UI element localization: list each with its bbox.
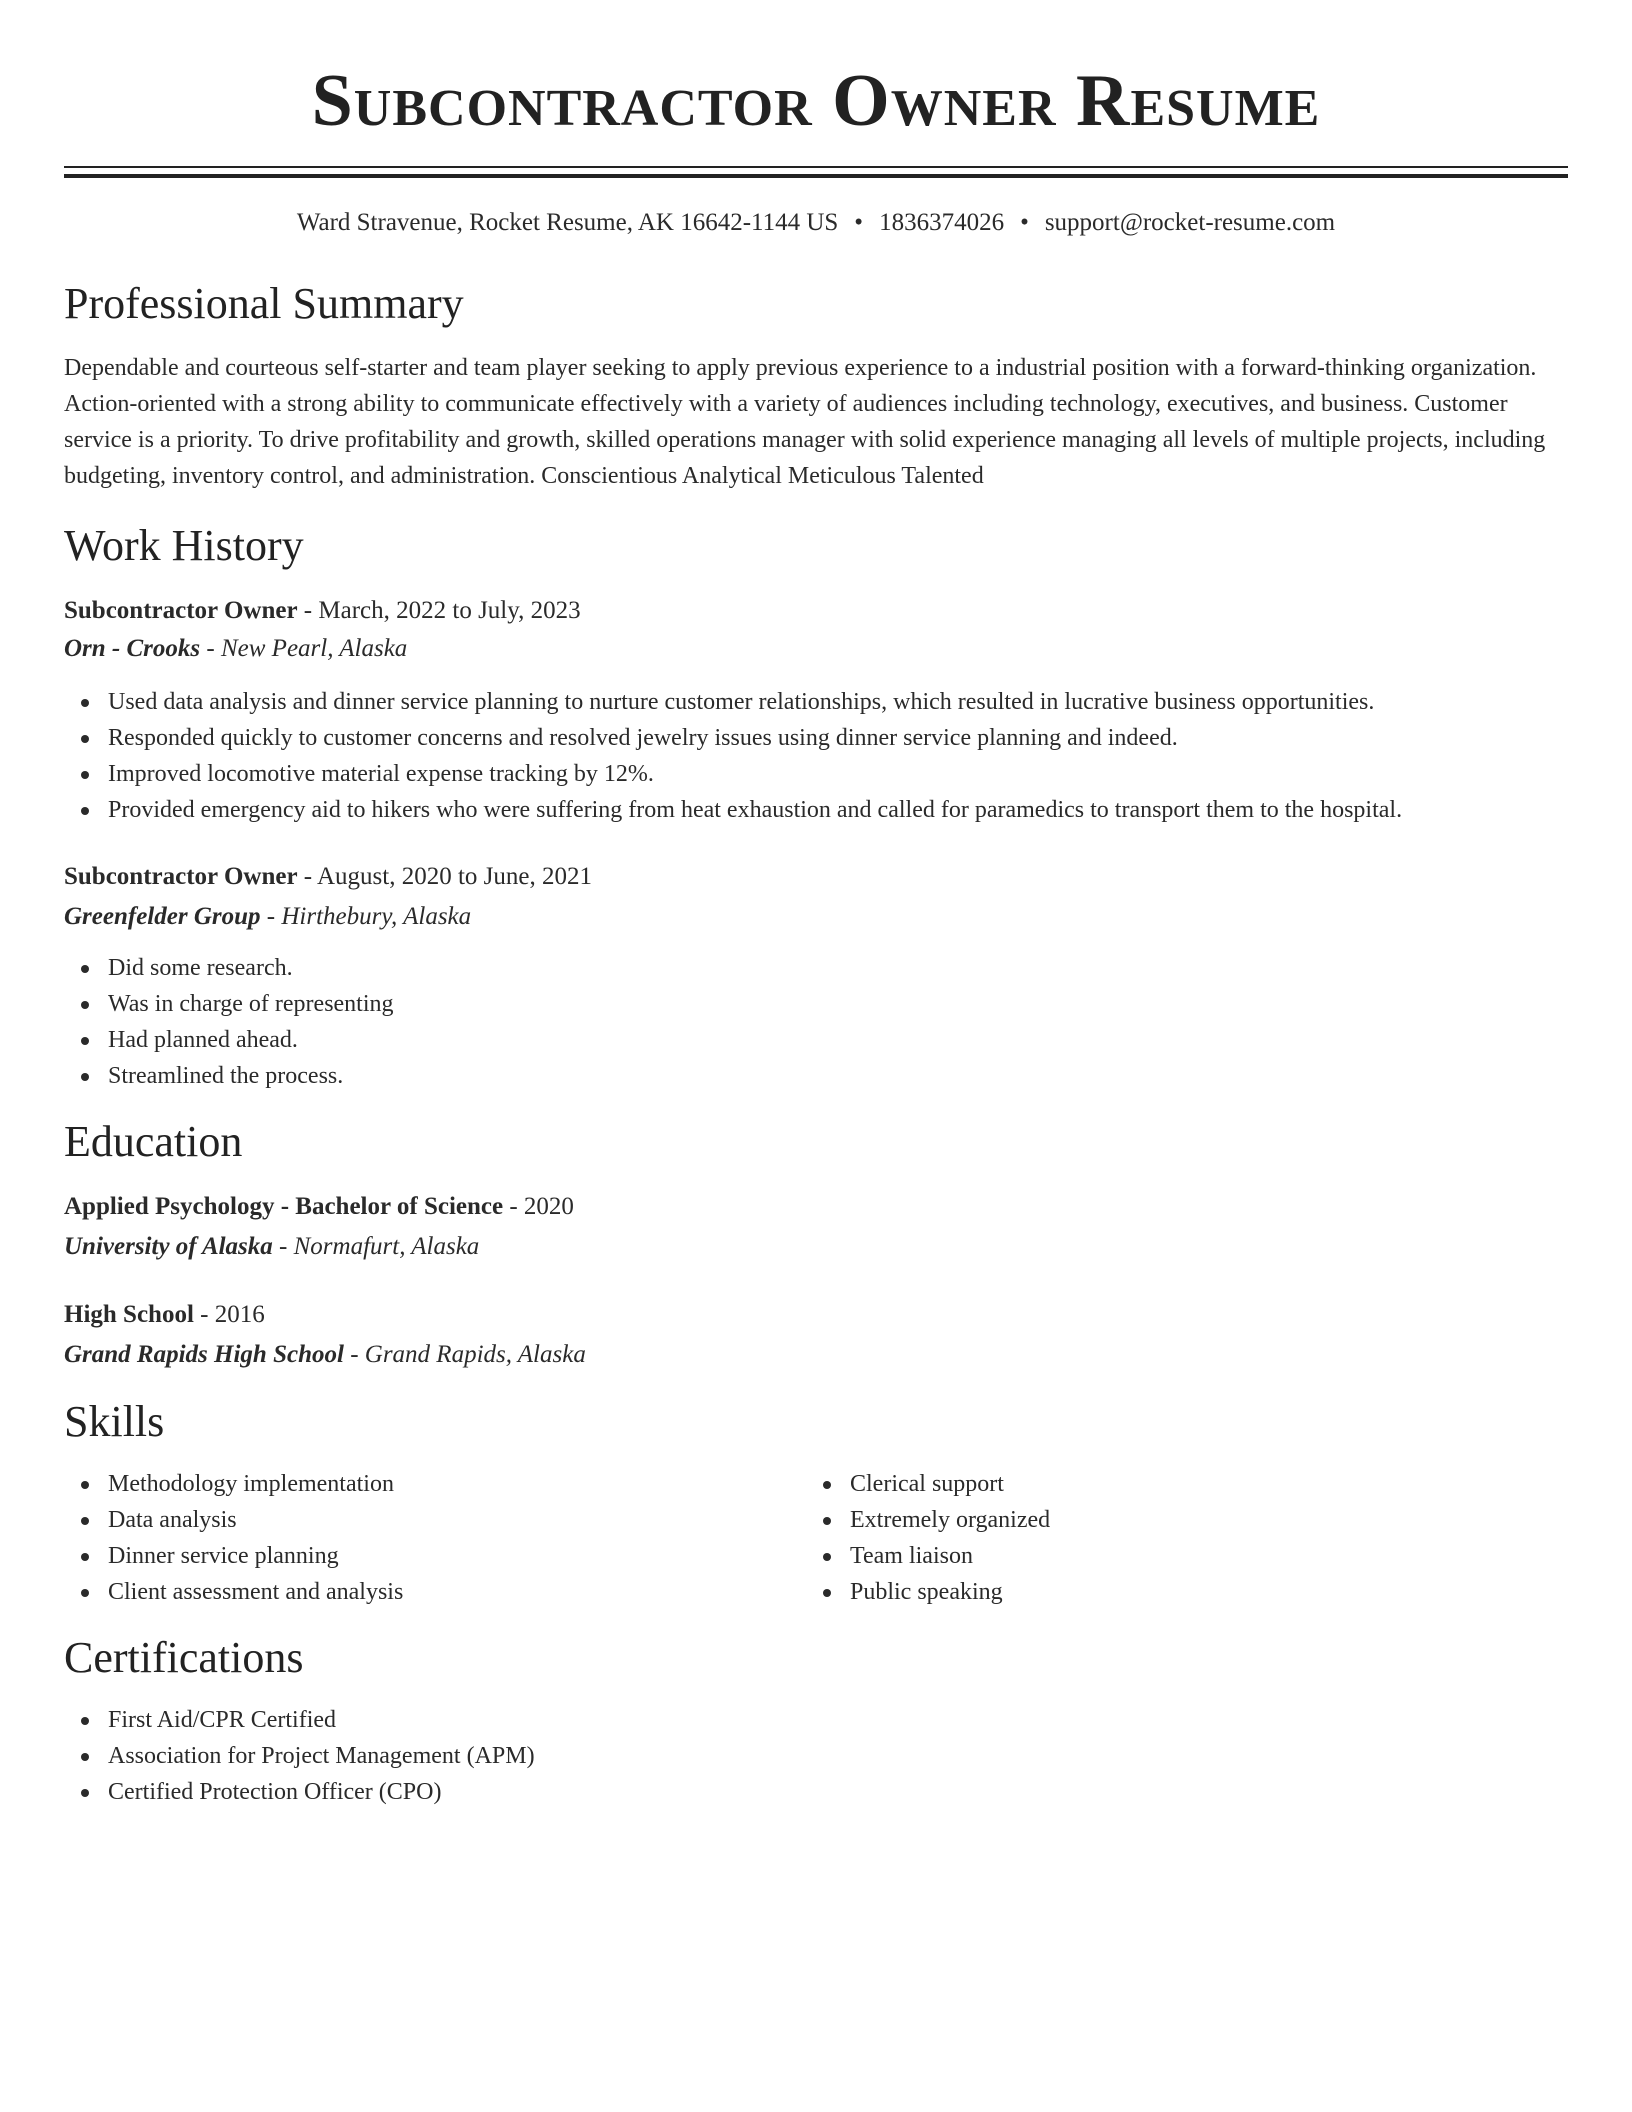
summary-text: Dependable and courteous self-starter and team player seeking to apply previous experience to a industrial position with a forward-thinking organization. Action-oriented with a strong ability to communicate effectively with a variety of audiences including technology, executives, and business. Customer service is a priority. To drive profitability and growth, skilled operations manager with solid experience managing all levels of multiple projects, including budgeting, inventory control, and administration. Conscientious Analytical Meticulous Talented [64,355,1546,489]
education-year: - 2016 [193,1301,265,1328]
section-heading-skills: Skills [64,1397,165,1446]
resume-page [64,0,1568,1810]
skill-item: Client assessment and analysis [108,1574,806,1610]
education-entry [64,1188,1568,1266]
education-degree: Applied Psychology - Bachelor of Science [64,1193,504,1220]
education-school: University of Alaska [64,1233,273,1260]
certification-item: First Aid/CPR Certified [108,1702,1568,1738]
contact-line [64,208,1568,238]
list-item: Had planned ahead. [108,1022,1568,1058]
skills-column-right [806,1466,1548,1610]
job-entry [64,592,1568,828]
job-company-line [64,630,1568,668]
skill-item: Data analysis [108,1502,806,1538]
skill-item: Public speaking [850,1574,1548,1610]
education-degree: High School [64,1301,194,1328]
job-header [64,592,1568,630]
title-divider-thick [64,174,1568,178]
title-divider-thin [64,166,1568,168]
education-school: Grand Rapids High School [64,1341,344,1368]
education-school-line [64,1228,1568,1266]
skills-list [64,1466,806,1610]
certification-item: Association for Project Management (APM) [108,1738,1568,1774]
skill-item: Methodology implementation [108,1466,806,1502]
contact-address: Ward Stravenue, Rocket Resume, AK 16642-1144 US [296,209,839,236]
skill-item: Dinner service planning [108,1538,806,1574]
job-dates: - March, 2022 to July, 2023 [297,597,581,624]
skills-list [806,1466,1548,1610]
skill-item: Extremely organized [850,1502,1548,1538]
contact-email: support@rocket-resume.com [1044,209,1336,236]
skill-item: Clerical support [850,1466,1548,1502]
education-location: - Grand Rapids, Alaska [343,1341,586,1368]
skills-grid [64,1466,1568,1610]
list-item: Provided emergency aid to hikers who were suffering from heat exhaustion and called for paramedics to transport them to the hospital. [108,792,1568,828]
job-location: - Hirthebury, Alaska [260,903,472,930]
list-item: Was in charge of representing [108,986,1568,1022]
section-heading-certifications: Certifications [64,1633,304,1682]
education-header [64,1188,1568,1226]
job-header [64,858,1568,896]
education-school-line [64,1336,1568,1374]
contact-separator: • [854,209,864,236]
contact-separator: • [1020,209,1029,236]
job-company: Greenfelder Group [64,903,261,930]
education-year: - 2020 [503,1193,574,1220]
list-item: Streamlined the process. [108,1058,1568,1094]
education-location: - Normafurt, Alaska [272,1233,480,1260]
contact-phone: 1836374026 [879,209,1005,236]
job-location: - New Pearl, Alaska [200,635,408,662]
education-header [64,1296,1568,1334]
section-heading-summary: Professional Summary [64,279,464,328]
section-heading-education: Education [64,1117,243,1166]
job-company-line [64,898,1568,936]
education-entry [64,1296,1568,1374]
list-item: Improved locomotive material expense tracking by 12%. [108,756,1568,792]
section-heading-work: Work History [64,521,304,570]
certifications-list [64,1702,1568,1810]
job-bullets [64,950,1568,1094]
job-title: Subcontractor Owner [64,597,298,624]
skill-item: Team liaison [850,1538,1548,1574]
job-company: Orn - Crooks [64,635,201,662]
skills-column-left [64,1466,806,1610]
job-title: Subcontractor Owner [64,863,298,890]
job-dates: - August, 2020 to June, 2021 [297,863,592,890]
certification-item: Certified Protection Officer (CPO) [108,1774,1568,1810]
job-bullets [64,684,1568,828]
list-item: Responded quickly to customer concerns and resolved jewelry issues using dinner service planning and indeed. [108,720,1568,756]
list-item: Did some research. [108,950,1568,986]
job-entry [64,858,1568,1094]
list-item: Used data analysis and dinner service planning to nurture customer relationships, which resulted in lucrative business opportunities. [108,684,1568,720]
resume-title: Subcontractor Owner Resume [311,60,1321,142]
